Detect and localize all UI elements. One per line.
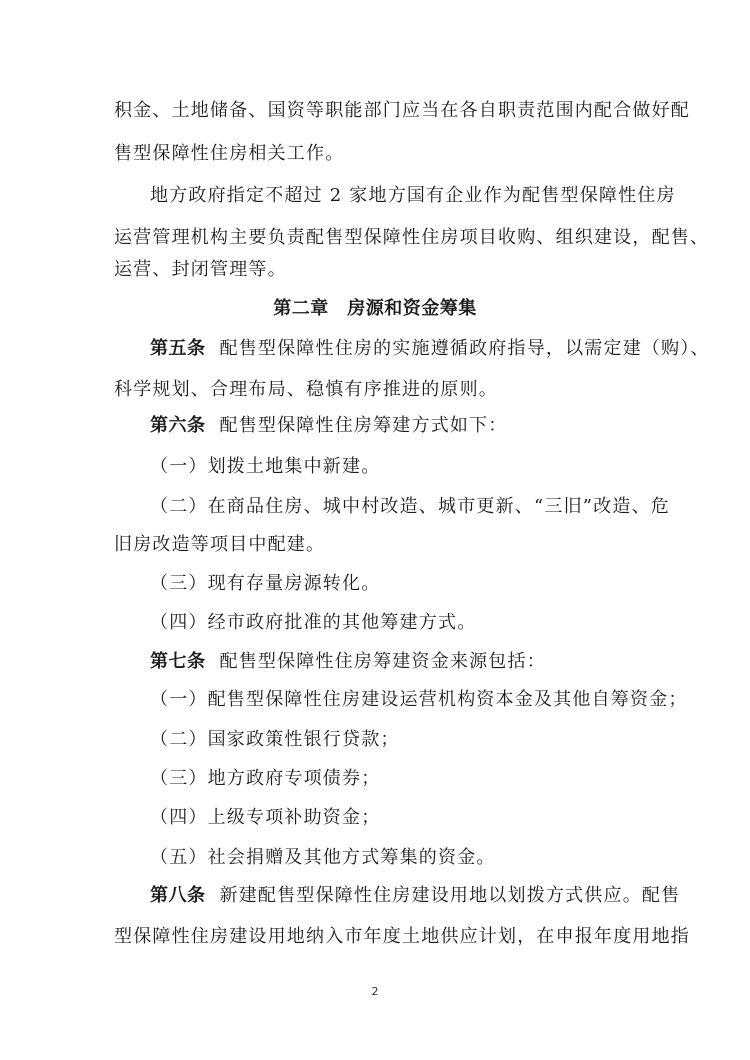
text-line: 运营、封闭管理等。: [114, 259, 287, 280]
list-item: （四）经市政府批准的其他筹建方式。: [150, 612, 477, 633]
article-label: 第六条: [150, 415, 206, 436]
list-item: （二）国家政策性银行贷款；: [150, 729, 400, 750]
list-item: （三）现有存量房源转化。: [150, 573, 381, 594]
text-line: 地方政府指定不超过 2 家地方国有企业作为配售型保障性住房: [150, 185, 676, 206]
article-8-line: [0, 884, 750, 908]
article-text: 配售型保障性住房筹建资金来源包括：: [219, 651, 546, 672]
article-7-line: [0, 650, 750, 674]
list-item-continued: 旧房改造等项目中配建。: [114, 534, 326, 555]
article-label: 第七条: [150, 651, 206, 672]
list-item: （一）配售型保障性住房建设运营机构资本金及其他自筹资金；: [150, 689, 688, 710]
list-item: （二）在商品住房、城中村改造、城市更新、“三旧”改造、危: [150, 496, 671, 517]
text-line: 售型保障性住房相关工作。: [114, 143, 345, 164]
article-text: 配售型保障性住房筹建方式如下：: [219, 415, 508, 436]
text-line: 科学规划、合理布局、稳慎有序推进的原则。: [114, 379, 498, 400]
article-5-line: [0, 337, 750, 361]
list-item: （五）社会捐赠及其他方式筹集的资金。: [150, 847, 496, 868]
article-label: 第五条: [150, 338, 206, 359]
article-label: 第八条: [150, 885, 206, 906]
text-line: 型保障性住房建设用地纳入市年度土地供应计划，在申报年度用地指: [114, 926, 690, 947]
list-item: （三）地方政府专项债券；: [150, 768, 381, 789]
text-line: 运营管理机构主要负责配售型保障性住房项目收购、组织建设，配售、: [114, 227, 710, 248]
article-text: 配售型保障性住房的实施遵循政府指导，以需定建（购）、: [219, 338, 710, 359]
article-6-line: [0, 414, 750, 438]
text-line: 积金、土地储备、国资等职能部门应当在各自职责范围内配合做好配: [114, 100, 690, 121]
chapter-heading: 第二章 房源和资金筹集: [273, 298, 477, 319]
list-item: （四）上级专项补助资金；: [150, 807, 381, 828]
page-number: 2: [371, 985, 379, 998]
article-text: 新建配售型保障性住房建设用地以划拨方式供应。配售: [219, 885, 681, 906]
list-item: （一）划拨土地集中新建。: [150, 456, 381, 477]
